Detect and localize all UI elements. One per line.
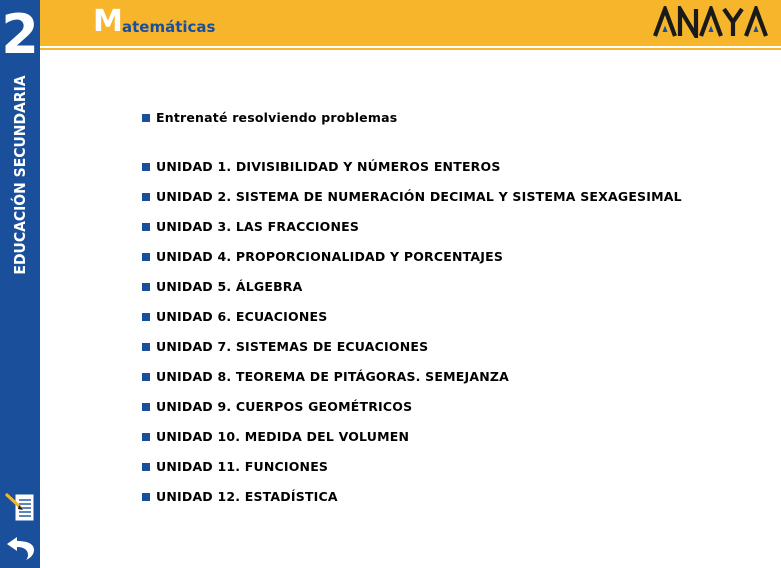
grade-number: 2 xyxy=(1,3,39,66)
menu-item-label: UNIDAD 2. SISTEMA DE NUMERACIÓN DECIMAL Y SISTEMA SEXAGESIMAL xyxy=(156,189,682,204)
menu-item-unit-12[interactable] xyxy=(142,489,338,504)
menu-item-unit-5[interactable] xyxy=(142,279,303,294)
menu-item-label: UNIDAD 11. FUNCIONES xyxy=(156,459,329,474)
menu-item-unit-2[interactable] xyxy=(142,189,682,204)
menu-item-unit-8[interactable] xyxy=(142,369,509,384)
menu-item-unit-7[interactable] xyxy=(142,339,428,354)
menu-item-label: UNIDAD 9. CUERPOS GEOMÉTRICOS xyxy=(156,399,413,414)
bullet-icon xyxy=(142,433,150,441)
bullet-icon xyxy=(142,253,150,261)
menu-item-label: UNIDAD 5. ÁLGEBRA xyxy=(156,279,303,294)
bullet-icon xyxy=(142,193,150,201)
menu-item-label: Entrenaté resolviendo problemas xyxy=(156,110,398,125)
menu-item-unit-4[interactable] xyxy=(142,249,503,264)
bullet-icon xyxy=(142,223,150,231)
app-title-initial: M xyxy=(93,4,123,39)
bullet-icon xyxy=(142,343,150,351)
grade-badge xyxy=(0,0,40,70)
menu-item-label: UNIDAD 10. MEDIDA DEL VOLUMEN xyxy=(156,429,410,444)
menu-item-label: UNIDAD 8. TEOREMA DE PITÁGORAS. SEMEJANZA xyxy=(156,369,509,384)
bullet-icon xyxy=(142,114,150,122)
bullet-icon xyxy=(142,463,150,471)
notepad-pencil-icon[interactable] xyxy=(5,492,35,524)
menu-item-label: UNIDAD 7. SISTEMAS DE ECUACIONES xyxy=(156,339,429,354)
bullet-icon xyxy=(142,313,150,321)
menu-item-unit-3[interactable] xyxy=(142,219,359,234)
header-divider-thin xyxy=(40,48,781,50)
menu-item-unit-6[interactable] xyxy=(142,309,327,324)
menu-item-label: UNIDAD 3. LAS FRACCIONES xyxy=(156,219,360,234)
anaya-logo xyxy=(653,6,769,38)
menu-item-unit-1[interactable] xyxy=(142,159,501,174)
bullet-icon xyxy=(142,373,150,381)
bullet-icon xyxy=(142,283,150,291)
menu-item-label: UNIDAD 1. DIVISIBILIDAD Y NÚMEROS ENTEROS xyxy=(156,159,501,174)
app-title: atemáticas xyxy=(122,18,216,36)
header-divider xyxy=(40,42,781,46)
back-arrow-icon[interactable] xyxy=(4,530,36,562)
menu-item-unit-11[interactable] xyxy=(142,459,328,474)
education-level-label: EDUCACIÓN SECUNDARIA xyxy=(11,75,29,275)
menu-item-unit-10[interactable] xyxy=(142,429,409,444)
menu-item-intro[interactable] xyxy=(142,110,397,125)
menu-item-label: UNIDAD 4. PROPORCIONALIDAD Y PORCENTAJES xyxy=(156,249,504,264)
menu-item-label: UNIDAD 12. ESTADÍSTICA xyxy=(156,489,338,504)
menu-item-unit-9[interactable] xyxy=(142,399,412,414)
bullet-icon xyxy=(142,163,150,171)
menu-item-label: UNIDAD 6. ECUACIONES xyxy=(156,309,328,324)
bullet-icon xyxy=(142,403,150,411)
bullet-icon xyxy=(142,493,150,501)
